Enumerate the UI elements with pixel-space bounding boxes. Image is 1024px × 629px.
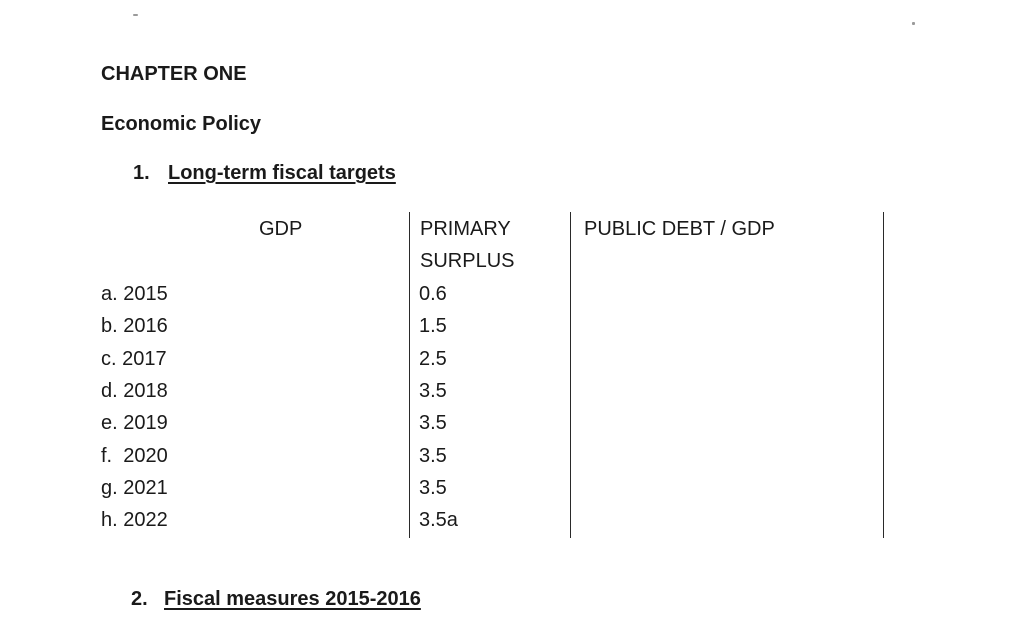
row-primary-surplus: 1.5 xyxy=(419,315,447,338)
row-primary-surplus: 3.5 xyxy=(419,379,447,402)
row-label: c. 2017 xyxy=(101,347,167,370)
row-label: g. 2021 xyxy=(101,476,168,499)
row-primary-surplus: 3.5 xyxy=(419,476,447,499)
row-label: a. 2015 xyxy=(101,283,168,305)
header-primary-surplus: SURPLUS xyxy=(420,250,515,272)
row-label: d. 2018 xyxy=(101,379,168,402)
section-title: Long-term fiscal targets xyxy=(168,162,396,184)
section-title: Fiscal measures 2015-2016 xyxy=(164,588,421,610)
table-divider xyxy=(883,212,884,538)
row-label: e. 2019 xyxy=(101,412,168,435)
row-primary-surplus: 0.6 xyxy=(419,283,447,305)
row-label: b. 2016 xyxy=(101,315,168,338)
row-label: h. 2022 xyxy=(101,509,168,532)
section-heading: Economic Policy xyxy=(101,113,262,135)
header-public-debt: PUBLIC DEBT / GDP xyxy=(584,218,775,240)
scan-speck xyxy=(912,22,915,25)
table-divider xyxy=(409,212,410,538)
row-primary-surplus: 3.5 xyxy=(419,444,447,467)
chapter-title: CHAPTER ONE xyxy=(101,63,247,85)
section-number: 2. xyxy=(131,588,148,610)
header-primary-surplus: PRIMARY xyxy=(420,218,511,240)
row-primary-surplus: 2.5 xyxy=(419,347,447,370)
row-primary-surplus: 3.5a xyxy=(419,509,458,532)
header-gdp: GDP xyxy=(259,218,303,240)
table-divider xyxy=(570,212,571,538)
row-label: f. 2020 xyxy=(101,444,168,467)
section-number: 1. xyxy=(133,162,150,184)
scan-speck xyxy=(133,14,138,16)
row-primary-surplus: 3.5 xyxy=(419,412,447,435)
